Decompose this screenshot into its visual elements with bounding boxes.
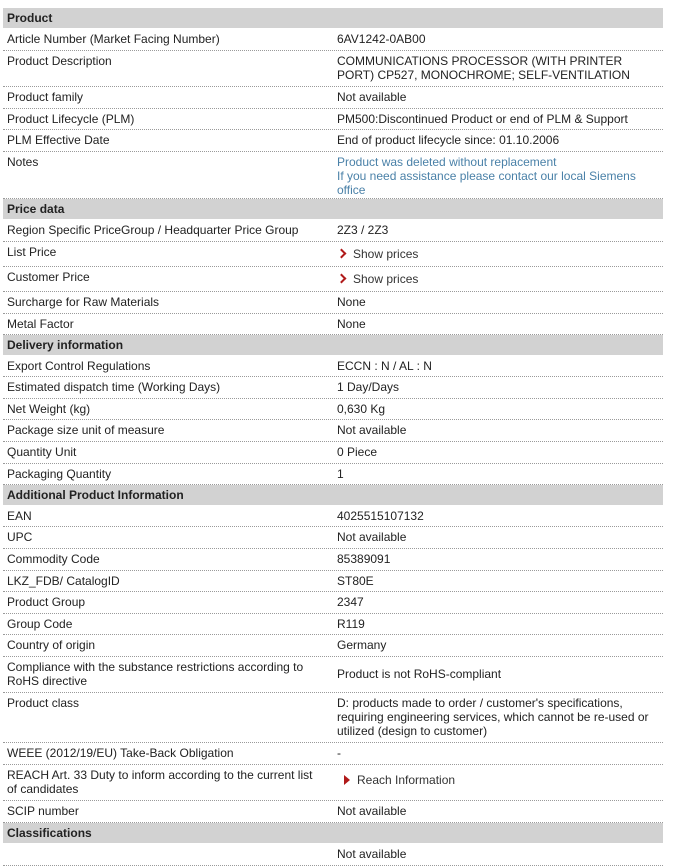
plm-effective-date-label: PLM Effective Date: [7, 133, 110, 147]
group-code-value: R119: [337, 617, 365, 631]
net-weight-value: 0,630 Kg: [337, 402, 386, 416]
quantity-unit-value: 0 Piece: [337, 445, 378, 459]
dispatch-time-label: Estimated dispatch time (Working Days): [7, 380, 221, 394]
dispatch-time-value: 1 Day/Days: [337, 380, 400, 394]
section-header-price-data: Price data: [3, 199, 663, 220]
row-upc: [3, 527, 663, 549]
section-header-delivery-information: Delivery information: [3, 335, 663, 356]
product-description-label: Product Description: [7, 54, 112, 68]
row-commodity-code: [3, 549, 663, 571]
chevron-right-icon: [337, 274, 347, 284]
article-number-value: 6AV1242-0AB00: [337, 32, 426, 46]
row-article-number: [3, 29, 663, 51]
product-lifecycle-value: PM500:Discontinued Product or end of PLM & Support: [337, 112, 628, 126]
row-net-weight: [3, 399, 663, 420]
rohs-label: Compliance with the substance restrictions according to RoHS directive: [7, 660, 304, 688]
section-header-classifications: Classifications: [3, 823, 663, 844]
country-of-origin-label: Country of origin: [7, 638, 96, 652]
catalog-id-value: ST80E: [337, 574, 374, 588]
article-number-label: Article Number (Market Facing Number): [7, 32, 220, 46]
net-weight-label: Net Weight (kg): [7, 402, 91, 416]
classifications-label: [3, 844, 333, 865]
commodity-code-value: 85389091: [337, 552, 391, 566]
metal-factor-label: Metal Factor: [7, 317, 74, 331]
row-notes: [3, 152, 663, 199]
row-dispatch-time: [3, 377, 663, 399]
row-product-description: [3, 51, 663, 87]
row-customer-price: [3, 267, 663, 292]
metal-factor-value: None: [337, 317, 366, 331]
export-control-label: Export Control Regulations: [7, 359, 151, 373]
row-product-group: [3, 592, 663, 614]
price-group-label: Region Specific PriceGroup / Headquarter Price Group: [7, 223, 299, 237]
rohs-value: Product is not RoHS-compliant: [337, 667, 502, 681]
scip-label: SCIP number: [7, 804, 79, 818]
chevron-right-icon: [337, 249, 347, 259]
ean-label: EAN: [7, 509, 32, 523]
row-country-of-origin: [3, 635, 663, 657]
row-metal-factor: [3, 314, 663, 335]
product-family-label: Product family: [7, 90, 84, 104]
row-product-class: [3, 693, 663, 743]
row-list-price: [3, 242, 663, 267]
list-price-label: List Price: [7, 245, 57, 259]
reach-label: REACH Art. 33 Duty to inform according to the current list of candidates: [7, 768, 313, 796]
row-quantity-unit: [3, 442, 663, 464]
weee-value: -: [337, 746, 341, 760]
customer-price-show-prices-link[interactable]: Show prices: [333, 267, 663, 291]
product-description-value: COMMUNICATIONS PROCESSOR (WITH PRINTER PORT) CP527, MONOCHROME; SELF-VENTILATION: [337, 54, 630, 82]
upc-label: UPC: [7, 530, 33, 544]
product-family-value: Not available: [337, 90, 407, 104]
product-class-value: D: products made to order / customer's specifications, requiring engineering services, which cannot be re-used or utilized (design to customer): [337, 696, 649, 738]
row-reach: [3, 765, 663, 801]
row-product-family: [3, 87, 663, 109]
row-surcharge: [3, 292, 663, 314]
row-plm-effective-date: [3, 130, 663, 152]
notes-value: [333, 152, 663, 198]
catalog-id-label: LKZ_FDB/ CatalogID: [7, 574, 120, 588]
triangle-right-icon: [344, 775, 350, 785]
product-lifecycle-label: Product Lifecycle (PLM): [7, 112, 135, 126]
upc-value: Not available: [337, 530, 407, 544]
weee-label: WEEE (2012/19/EU) Take-Back Obligation: [7, 746, 234, 760]
row-catalog-id: [3, 571, 663, 592]
row-weee: [3, 743, 663, 765]
reach-information-link[interactable]: Reach Information: [333, 765, 663, 800]
row-packaging-quantity: [3, 464, 663, 485]
packaging-quantity-label: Packaging Quantity: [7, 467, 112, 481]
row-product-lifecycle: [3, 109, 663, 130]
section-header-product: Product: [3, 8, 663, 29]
ean-value: 4025515107132: [337, 509, 424, 523]
product-group-value: 2347: [337, 595, 364, 609]
row-rohs: [3, 657, 663, 693]
row-scip: [3, 801, 663, 823]
product-data-table: [3, 8, 663, 866]
notes-deleted-text: Product was deleted without replacement: [337, 155, 557, 169]
packaging-quantity-value: 1: [337, 467, 344, 481]
scip-value: Not available: [337, 804, 407, 818]
surcharge-value: None: [337, 295, 366, 309]
row-package-size: [3, 420, 663, 442]
export-control-value: ECCN : N / AL : N: [337, 359, 432, 373]
package-size-label: Package size unit of measure: [7, 423, 165, 437]
list-price-show-prices-link[interactable]: Show prices: [333, 242, 663, 266]
quantity-unit-label: Quantity Unit: [7, 445, 77, 459]
price-group-value: 2Z3 / 2Z3: [337, 223, 389, 237]
section-header-additional-product-information: Additional Product Information: [3, 485, 663, 506]
row-classifications: [3, 844, 663, 866]
row-group-code: [3, 614, 663, 635]
row-export-control: [3, 356, 663, 377]
notes-contact-link[interactable]: If you need assistance please contact our local Siemens office: [337, 169, 636, 197]
row-ean: [3, 506, 663, 527]
notes-label: Notes: [7, 155, 39, 169]
group-code-label: Group Code: [7, 617, 73, 631]
package-size-value: Not available: [337, 423, 407, 437]
product-group-label: Product Group: [7, 595, 86, 609]
surcharge-label: Surcharge for Raw Materials: [7, 295, 160, 309]
classifications-value: Not available: [337, 847, 407, 861]
country-of-origin-value: Germany: [337, 638, 387, 652]
row-price-group: [3, 220, 663, 242]
plm-effective-date-value: End of product lifecycle since: 01.10.2006: [337, 133, 560, 147]
commodity-code-label: Commodity Code: [7, 552, 100, 566]
product-class-label: Product class: [7, 696, 80, 710]
customer-price-label: Customer Price: [7, 270, 90, 284]
